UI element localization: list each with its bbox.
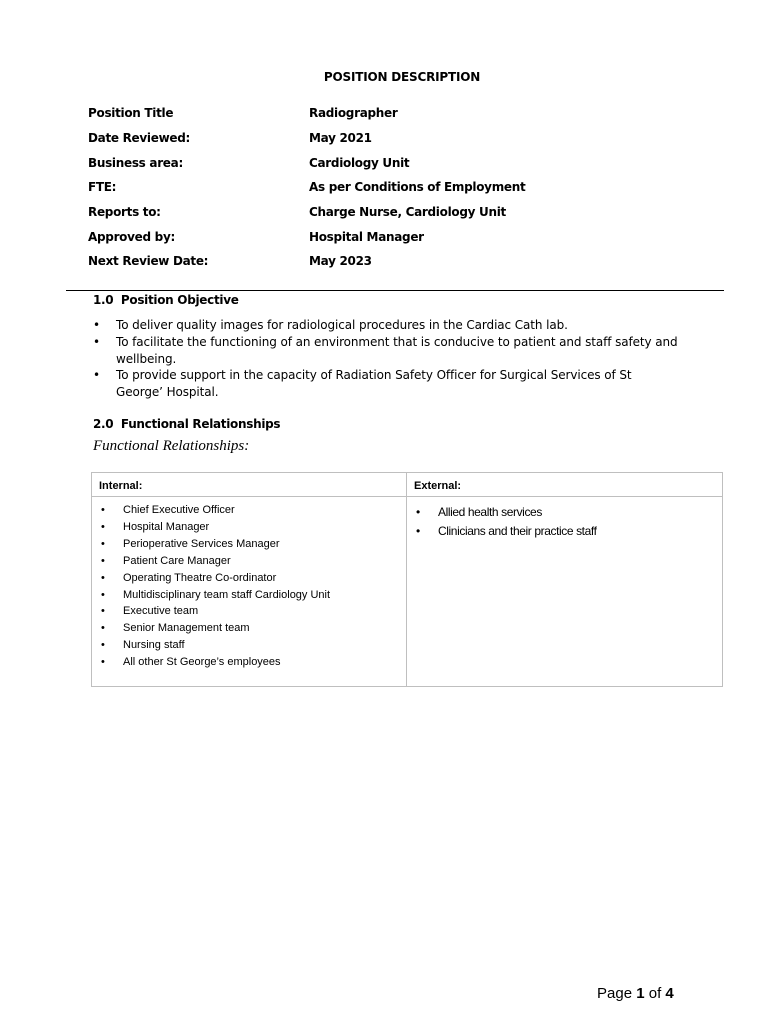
meta-label: Reports to: [88, 205, 161, 220]
meta-value: Cardiology Unit [309, 155, 410, 170]
list-item: • Perioperative Services Manager [99, 536, 330, 553]
meta-label: Approved by: [88, 229, 175, 244]
header-divider [92, 496, 722, 497]
meta-row-next-review-date [88, 249, 728, 274]
list-item: • To provide support in the capacity of Radiation Safety Officer for Surgical Services of St George’ Hospital. [93, 367, 678, 401]
section-title: Position Objective [120, 293, 239, 307]
internal-header: Internal: [99, 480, 143, 492]
list-item: • Clinicians and their practice staff [414, 522, 597, 541]
meta-value: Charge Nurse, Cardiology Unit [309, 205, 506, 220]
list-item: • Chief Executive Officer [99, 502, 330, 519]
horizontal-rule [66, 290, 724, 291]
relationships-table [91, 472, 723, 687]
list-item: • Allied health services [414, 503, 597, 522]
meta-row-fte [88, 175, 728, 200]
meta-value: Radiographer [309, 106, 398, 121]
external-header: External: [414, 480, 462, 492]
page-number-footer [597, 985, 674, 1002]
of-word: of [648, 985, 662, 1002]
page-total: 4 [665, 985, 674, 1002]
list-item: • Nursing staff [99, 637, 330, 654]
objectives-list [93, 317, 678, 401]
list-item: • Operating Theatre Co-ordinator [99, 570, 330, 587]
meta-value: As per Conditions of Employment [309, 180, 526, 195]
meta-value: May 2023 [309, 254, 372, 269]
meta-row-date-reviewed [88, 126, 728, 151]
meta-label: Position Title [88, 106, 174, 121]
meta-row-position-title [88, 101, 728, 126]
column-divider [406, 473, 407, 686]
meta-label: FTE: [88, 180, 117, 195]
meta-label: Business area: [88, 155, 183, 170]
section-title: Functional Relationships [120, 417, 281, 431]
list-item: • Executive team [99, 603, 330, 620]
section-number: 2.0 [93, 417, 114, 431]
external-relationships-list [414, 503, 597, 541]
meta-value: Hospital Manager [309, 229, 424, 244]
list-item: • Hospital Manager [99, 519, 330, 536]
list-item: • Patient Care Manager [99, 553, 330, 570]
position-meta-table [88, 101, 728, 274]
page-word: Page [597, 985, 633, 1002]
section-number: 1.0 [93, 293, 114, 307]
functional-relationships-subtitle: Functional Relationships: [93, 438, 250, 454]
list-item: • To deliver quality images for radiological procedures in the Cardiac Cath lab. [93, 317, 678, 334]
section-heading-position-objective [93, 293, 239, 307]
list-item: • All other St George’s employees [99, 654, 330, 671]
meta-row-reports-to [88, 200, 728, 225]
list-item: • To facilitate the functioning of an environment that is conducive to patient and staff safety and wellbeing. [93, 334, 678, 368]
meta-label: Date Reviewed: [88, 131, 190, 146]
meta-row-approved-by [88, 224, 728, 249]
page-current: 1 [636, 985, 645, 1002]
list-item: • Senior Management team [99, 620, 330, 637]
meta-label: Next Review Date: [88, 254, 209, 269]
meta-row-business-area [88, 150, 728, 175]
section-heading-functional-relationships [93, 417, 280, 431]
document-title: POSITION DESCRIPTION [323, 70, 481, 84]
meta-value: May 2021 [309, 131, 372, 146]
list-item: • Multidisciplinary team staff Cardiology Unit [99, 587, 330, 604]
internal-relationships-list [99, 502, 330, 671]
